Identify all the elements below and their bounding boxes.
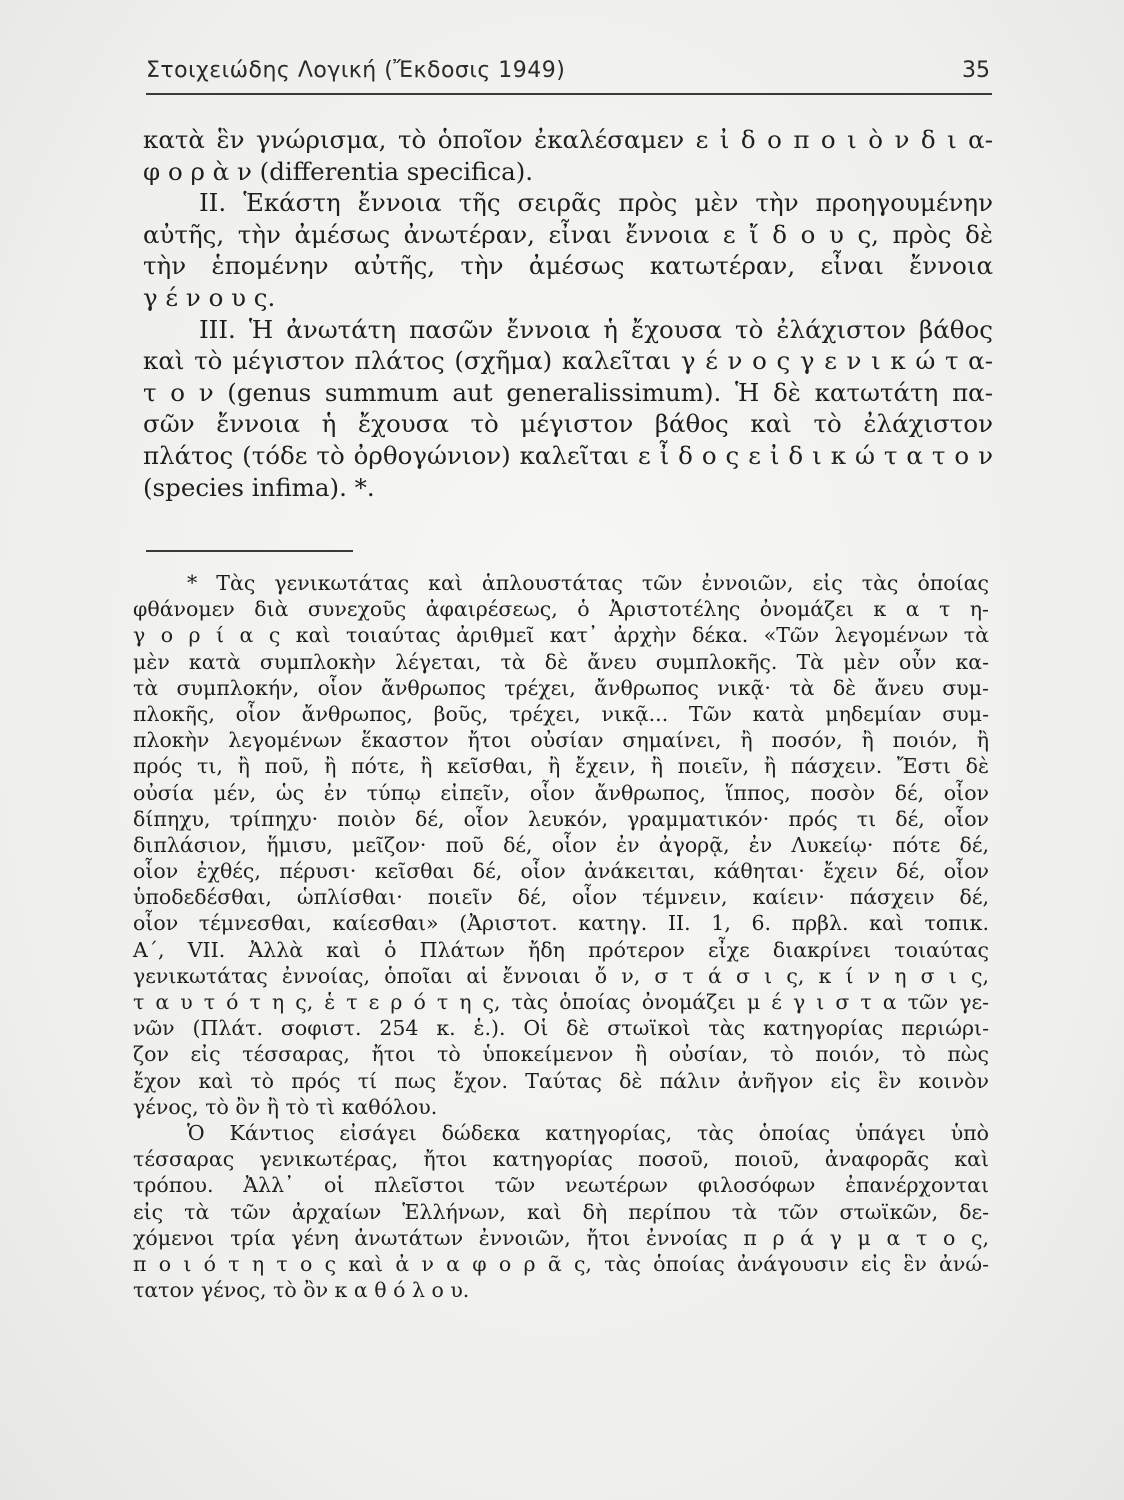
footnote-line: πρός τι, ἢ ποῦ, ἢ πότε, ἢ κεῖσθαι, ἢ ἔχειν, ἢ ποιεῖν, ἢ πάσχειν. Ἔστι δὲ: [133, 754, 989, 779]
text-line: II. Ἑκάστη ἔννοια τῆς σειρᾶς πρὸς μὲν τὴν προηγουμένην: [199, 188, 993, 218]
footnote-line: τατον γένος, τὸ ὂν κ α θ ό λ ο υ.: [133, 1278, 470, 1303]
footnote-line: πλοκὴν λεγομένων ἕκαστον ἤτοι οὐσίαν σημαίνει, ἢ ποσόν, ἢ ποιόν, ἢ: [133, 728, 989, 753]
running-header: [146, 58, 992, 94]
footnote-line: χόμενοι τρία γένη ἀνωτάτων ἐννοιῶν, ἤτοι ἐννοίας π ρ ά γ μ α τ ο ς,: [133, 1225, 989, 1250]
footnote-line: οἷον τέμνεσθαι, καίεσθαι» (Ἀριστοτ. κατηγ. II. 1, 6. πρβλ. καὶ τοπικ.: [133, 911, 989, 936]
footnote-line: γενικωτάτας ἐννοίας, ὁποῖαι αἱ ἔννοιαι ὄ ν, σ τ ά σ ι ς, κ ί ν η σ ι ς,: [133, 963, 989, 988]
footnote-line: εἰς τὰ τῶν ἀρχαίων Ἑλλήνων, καὶ δὴ περίπου τὰ τῶν στωϊκῶν, δε-: [133, 1199, 989, 1224]
footnote-line: πλοκῆς, οἷον ἄνθρωπος, βοῦς, τρέχει, νικᾷ... Τῶν κατὰ μηδεμίαν συμ-: [133, 701, 989, 726]
footnote-line: μὲν κατὰ συμπλοκὴν λέγεται, τὰ δὲ ἄνευ συμπλοκῆς. Τὰ μὲν οὖν κα-: [133, 649, 989, 674]
footnote-line: Ὁ Κάντιος εἰσάγει δώδεκα κατηγορίας, τὰς ὁποίας ὑπάγει ὑπὸ: [187, 1120, 989, 1145]
text-line: σῶν ἔννοια ἡ ἔχουσα τὸ μέγιστον βάθος καὶ τὸ ἐλάχιστον: [143, 409, 993, 439]
footnote-line: δίπηχυ, τρίπηχυ· ποιὸν δέ, οἷον λευκόν, γραμματικόν· πρός τι δέ, οἷον: [133, 806, 989, 831]
footnote-line: οἷον ἐχθές, πέρυσι· κεῖσθαι δέ, οἷον ἀνάκειται, κάθηται· ἔχειν δέ, οἷον: [133, 859, 989, 884]
footnote-line: νῶν (Πλάτ. σοφιστ. 254 κ. ἑ.). Οἱ δὲ στωϊκοὶ τὰς κατηγορίας περιώρι-: [133, 1016, 989, 1041]
footnote-line: ἔχον καὶ τὸ πρός τί πως ἔχον. Ταύτας δὲ πάλιν ἀνῆγον εἰς ἓν κοινὸν: [133, 1068, 989, 1093]
text-line: γ έ ν ο υ ς.: [143, 282, 276, 312]
page-number: 35: [962, 58, 990, 83]
footnote-line: ζον εἰς τέσσαρας, ἤτοι τὸ ὑποκείμενον ἢ οὐσίαν, τὸ ποιόν, τὸ πὼς: [133, 1042, 989, 1067]
footnote-line: Α΄, VII. Ἀλλὰ καὶ ὁ Πλάτων ἤδη πρότερον εἶχε διακρίνει τοιαύτας: [133, 937, 989, 962]
footnote-line: τέσσαρας γενικωτέρας, ἤτοι κατηγορίας ποσοῦ, ποιοῦ, ἀναφορᾶς καὶ: [133, 1147, 989, 1172]
footnote-line: τὰ συμπλοκήν, οἷον ἄνθρωπος τρέχει, ἄνθρωπος νικᾷ· τὰ δὲ ἄνευ συμ-: [133, 675, 989, 700]
text-line: καὶ τὸ μέγιστον πλάτος (σχῆμα) καλεῖται γ έ ν ο ς γ ε ν ι κ ώ τ α-: [143, 346, 993, 376]
footnote-line: * Τὰς γενικωτάτας καὶ ἁπλουστάτας τῶν ἐννοιῶν, εἰς τὰς ὁποίας: [187, 571, 989, 595]
text-line: αὐτῆς, τὴν ἀμέσως ἀνωτέραν, εἶναι ἔννοια ε ἴ δ ο υ ς, πρὸς δὲ: [143, 219, 993, 249]
text-line: πλάτος (τόδε τὸ ὀρθογώνιον) καλεῖται ε ἶ δ ο ς ε ἰ δ ι κ ώ τ α τ ο ν: [143, 440, 993, 470]
main-text: [143, 124, 993, 503]
footnote-line: τρόπου. Ἀλλ᾿ οἱ πλεῖστοι τῶν νεωτέρων φιλοσόφων ἐπανέρχονται: [133, 1173, 989, 1198]
footnote-line: φθάνομεν διὰ συνεχοῦς ἀφαιρέσεως, ὁ Ἀριστοτέλης ὀνομάζει κ α τ η-: [133, 597, 989, 622]
footnote-line: γ ο ρ ί α ς καὶ τοιαύτας ἀριθμεῖ κατ᾿ ἀρχὴν δέκα. «Τῶν λεγομένων τὰ: [133, 623, 989, 648]
text-line: τὴν ἑπομένην αὐτῆς, τὴν ἀμέσως κατωτέραν, εἶναι ἔννοια: [143, 251, 993, 281]
footnote-line: ὑποδεδέσθαι, ὡπλίσθαι· ποιεῖν δέ, οἷον τέμνειν, καίειν· πάσχειν δέ,: [133, 885, 989, 910]
footnote-line: τ α υ τ ό τ η ς, ἑ τ ε ρ ό τ η ς, τὰς ὁποίας ὀνομάζει μ έ γ ι σ τ α τῶν γε-: [133, 990, 989, 1014]
book-title: Στοιχειώδης Λογική (Ἔκδοσις 1949): [146, 58, 566, 83]
footnote-line: διπλάσιον, ἥμισυ, μεῖζον· ποῦ δέ, οἷον ἐν ἀγορᾷ, ἐν Λυκείῳ· πότε δέ,: [133, 832, 989, 857]
footnote: [133, 570, 989, 1303]
footnote-line: οὐσία μέν, ὡς ἐν τύπῳ εἰπεῖν, οἷον ἄνθρωπος, ἵππος, ποσὸν δέ, οἷον: [133, 780, 989, 805]
footnote-separator: [146, 550, 353, 552]
footnote-line: γένος, τὸ ὂν ἢ τὸ τὶ καθόλου.: [133, 1094, 438, 1119]
text-line: τ ο ν (genus summum aut generalissimum). Ἡ δὲ κατωτάτη πα-: [143, 377, 993, 407]
footnote-line: π ο ι ό τ η τ ο ς καὶ ἀ ν α φ ο ρ ᾶ ς, τὰς ὁποίας ἀνάγουσιν εἰς ἓν ἀνώ-: [133, 1251, 989, 1276]
text-line: φ ο ρ ὰ ν (differentia specifica).: [143, 156, 534, 186]
header-rule: [146, 93, 992, 95]
text-line: (species infima). *.: [143, 472, 375, 502]
text-line: III. Ἡ ἀνωτάτη πασῶν ἔννοια ἡ ἔχουσα τὸ ἐλάχιστον βάθος: [199, 314, 993, 344]
text-line: κατὰ ἓν γνώρισμα, τὸ ὁποῖον ἐκαλέσαμεν ε ἰ δ ο π ο ι ὸ ν δ ι α-: [143, 125, 993, 154]
